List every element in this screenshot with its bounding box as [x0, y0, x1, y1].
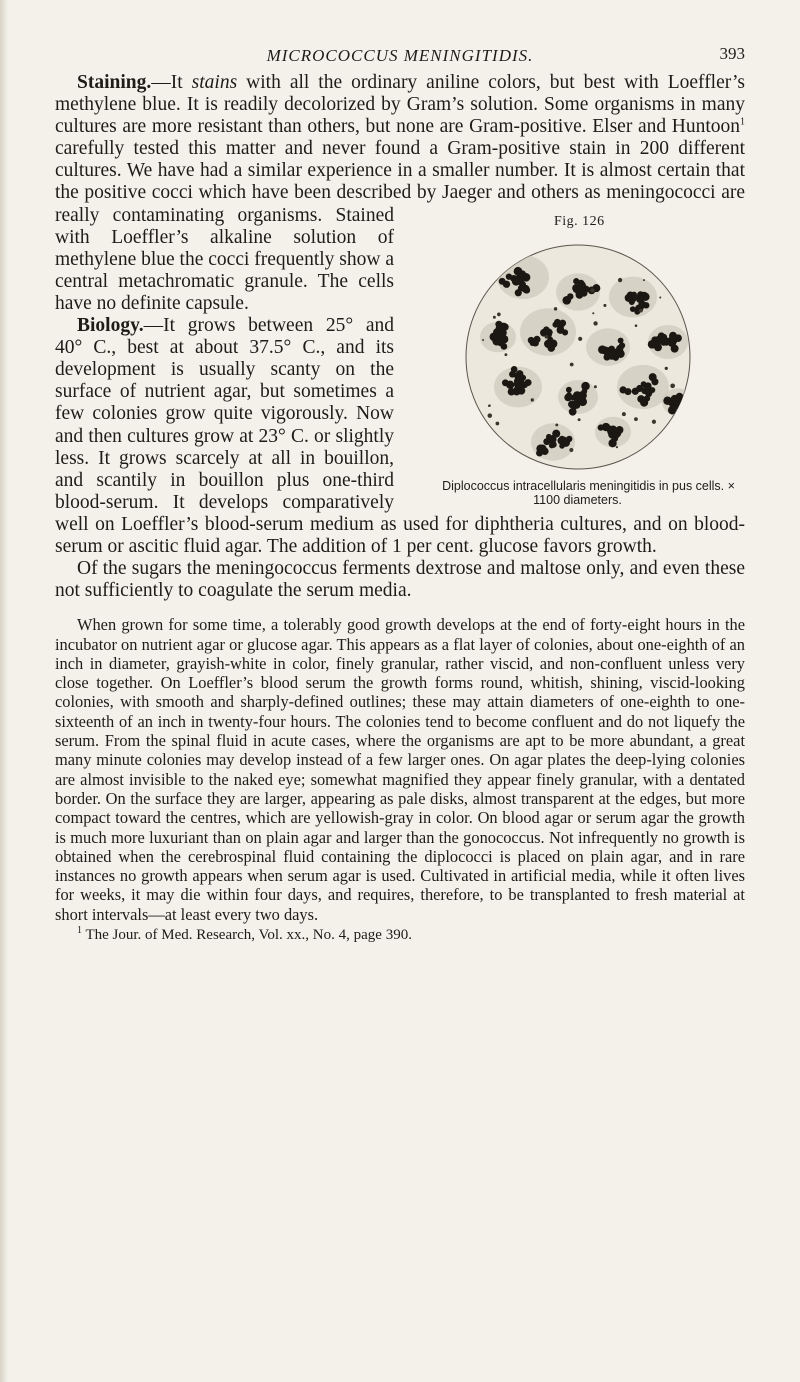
stain-speck: [578, 336, 582, 340]
diplococcus: [647, 340, 656, 349]
stain-speck: [593, 321, 597, 325]
diplococcus: [561, 329, 567, 335]
diplococcus: [497, 336, 504, 343]
diplococcus: [631, 387, 638, 394]
stain-speck: [555, 423, 558, 426]
stain-speck: [642, 279, 644, 281]
footnote-ref: 1: [740, 116, 745, 128]
small-print-section: [55, 615, 745, 944]
stain-speck: [592, 312, 594, 314]
stain-speck: [530, 398, 533, 401]
staining-heading: Staining.: [77, 72, 152, 93]
stain-speck: [659, 296, 661, 298]
footnote: [55, 926, 745, 944]
diplococcus: [637, 296, 643, 302]
diplococcus: [521, 284, 529, 292]
diplococcus: [576, 395, 583, 402]
diplococcus: [532, 339, 539, 346]
stain-speck: [593, 385, 596, 388]
stain-speck: [466, 293, 470, 297]
staining-text-b-end: Jaeger and others as meningococci are really contaminating organisms. Stained with Loeffler’s alkaline solution of methylene blue the cocci frequently show a central metachromatic granule. The cells have no definite capsule.: [55, 182, 745, 314]
diplococcus: [548, 437, 554, 443]
diplococcus: [612, 430, 620, 438]
staining-text-a: with all the ordinary aniline colors, but best with Loeffler’s methylene blue. It is readily decolorized by Gram’s solution. Some organisms in many cultures are more resistant than others, but none are Gram-positive. Elser and Huntoon: [55, 72, 745, 138]
stain-speck: [487, 413, 492, 418]
main-text: [55, 72, 745, 602]
diplococcus: [597, 424, 603, 430]
stain-speck: [615, 446, 617, 448]
stains-word: stains: [191, 72, 238, 93]
stain-speck: [617, 278, 621, 282]
diplococcus: [659, 338, 667, 346]
diplococcus: [612, 354, 618, 360]
diplococcus: [581, 388, 587, 394]
pus-cell: [520, 308, 576, 356]
diplococcus: [618, 342, 624, 348]
diplococcus: [541, 447, 548, 454]
diplococcus: [608, 439, 616, 447]
diplococcus: [575, 291, 581, 297]
colony-paragraph: When grown for some time, a tolerably good growth develops at the end of forty-eight hours in the incubator on nutrient agar or glucose agar. This appears as a flat layer of colonies, about one-eighth of an inch in diameter, grayish-white in color, finely granular, rather viscid, and non-confluent unless very close together. On Loeffler’s blood serum the growth forms round, whitish, shining, viscid-looking colonies, with smooth and sharply-defined outlines; these may attain diameters of one-eighth to one-sixteenth of an inch in twenty-four hours. The colonies tend to become confluent and do not liquefy the serum. From the spinal fluid in acute cases, where the organisms are apt to be more abundant, a great many minute colonies may develop instead of a few larger ones. On agar plates the deep-lying colonies are almost invisible to the naked eye; somewhat magnified they appear finely granular, with a dentated border. On the surface they are larger, appearing as pale disks, almost transparent at the edges, but more compact toward the centres, which are yellowish-gray in color. On blood agar or serum agar the growth is much more luxuriant than on plain agar and larger than the gonococcus. Not infrequently no growth is obtained when the cerebrospinal fluid containing the diplococci is placed on plain agar, and in rare instances no growth appears when serum agar is used. Cultivated in artificial media, while it often lives for weeks, it may die within four days, and requires, therefore, to be transplanted to fresh material at short intervals—at least every two days.: [55, 615, 745, 924]
figure-label: Fig. 126: [554, 213, 605, 229]
diplococcus: [668, 334, 676, 342]
footnote-text: The Jour. of Med. Research, Vol. xx., No. 4, page 390.: [82, 927, 412, 943]
stain-speck: [603, 304, 606, 307]
diplococcus: [562, 296, 571, 305]
pus-cell: [609, 276, 657, 317]
diplococcus: [561, 438, 570, 447]
stain-speck: [544, 335, 548, 339]
stain-speck: [669, 271, 671, 273]
pus-cell: [586, 328, 630, 365]
stain-speck: [639, 308, 643, 312]
stain-speck: [590, 288, 594, 292]
figure-caption: Diplococcus intracellularis meningitidis in pus cells. × 1100 diameters.: [442, 478, 735, 507]
diplococcus: [522, 382, 528, 388]
diplococcus: [500, 343, 507, 350]
biology-heading: Biology.: [77, 315, 144, 337]
stain-speck: [553, 307, 556, 310]
figure-block: [410, 211, 745, 507]
stain-speck: [482, 339, 484, 341]
stain-speck: [569, 362, 573, 366]
pus-cell: [497, 255, 549, 299]
pus-cell: [595, 416, 631, 447]
stain-speck: [670, 383, 675, 388]
stain-speck: [679, 267, 683, 271]
diplococcus: [547, 344, 555, 352]
stain-speck: [577, 418, 580, 421]
sugars-paragraph: Of the sugars the meningococcus ferments dextrose and maltose only, and even these not sufficiently to coagulate the serum media.: [55, 558, 745, 602]
stain-speck: [569, 448, 573, 452]
micrograph-image: [428, 237, 728, 477]
diplococcus: [502, 280, 509, 287]
page-number: 393: [719, 44, 745, 63]
stain-speck: [664, 366, 667, 369]
pus-cell: [647, 325, 687, 359]
stain-speck: [492, 315, 495, 318]
diplococcus: [645, 390, 652, 397]
stain-speck: [669, 286, 671, 288]
stain-speck: [495, 421, 499, 425]
page-gutter-shadow: [0, 0, 8, 1382]
staining-lead: —It: [151, 72, 192, 93]
pus-cell: [662, 388, 694, 415]
diplococcus: [603, 348, 611, 356]
biology-text: —It grows between 25° and 40° C., best at about 37.5° C., and its development is usually scanty on the surface of nutrient agar, but sometimes a few colonies grow quite vigorously. Now and then cultures grow at 23° C. or slightly less. It grows scarcely at all in bouillon, and scantily in bouillon plus one-third blood-serum. It develops comparatively well on Loeffler’s blood-serum medium as used for diphtheria cultures, and on blood-serum or ascitic fluid agar. The addition of 1 per cent. glucose favors growth.: [55, 315, 745, 557]
pus-cell: [617, 365, 669, 409]
diplococcus: [517, 279, 523, 285]
stain-speck: [683, 306, 685, 308]
diplococcus: [548, 442, 554, 448]
stain-speck: [621, 412, 625, 416]
diplococcus: [513, 385, 520, 392]
diplococcus: [568, 408, 576, 416]
stain-speck: [504, 353, 507, 356]
stain-speck: [466, 297, 471, 302]
footnote-mark: 1: [77, 925, 82, 936]
diplococcus: [682, 399, 691, 408]
pus-cell: [531, 423, 575, 460]
diplococcus: [651, 378, 658, 385]
stain-speck: [634, 417, 638, 421]
staining-text-b-start: carefully tested this matter and never found a Gram-positive stain in 200 different cultures. We have had a similar experience in a smaller number. It is almost certain that the positive cocci which have been described by: [55, 138, 745, 204]
stain-speck: [651, 419, 655, 423]
diplococcus: [628, 296, 635, 303]
stain-speck: [632, 256, 635, 259]
stain-speck: [634, 324, 637, 327]
stain-speck: [497, 312, 501, 316]
book-page: [55, 36, 745, 944]
diplococcus: [506, 380, 514, 388]
running-title: MICROCOCCUS MENINGITIDIS.: [266, 46, 534, 65]
diplococcus: [565, 386, 571, 392]
diplococcus: [518, 270, 525, 277]
stain-speck: [488, 404, 490, 406]
running-head: [55, 36, 745, 72]
diplococcus: [640, 398, 648, 406]
diplococcus: [624, 388, 631, 395]
stain-speck: [494, 275, 496, 277]
diplococcus: [500, 322, 507, 329]
diplococcus: [556, 322, 563, 329]
